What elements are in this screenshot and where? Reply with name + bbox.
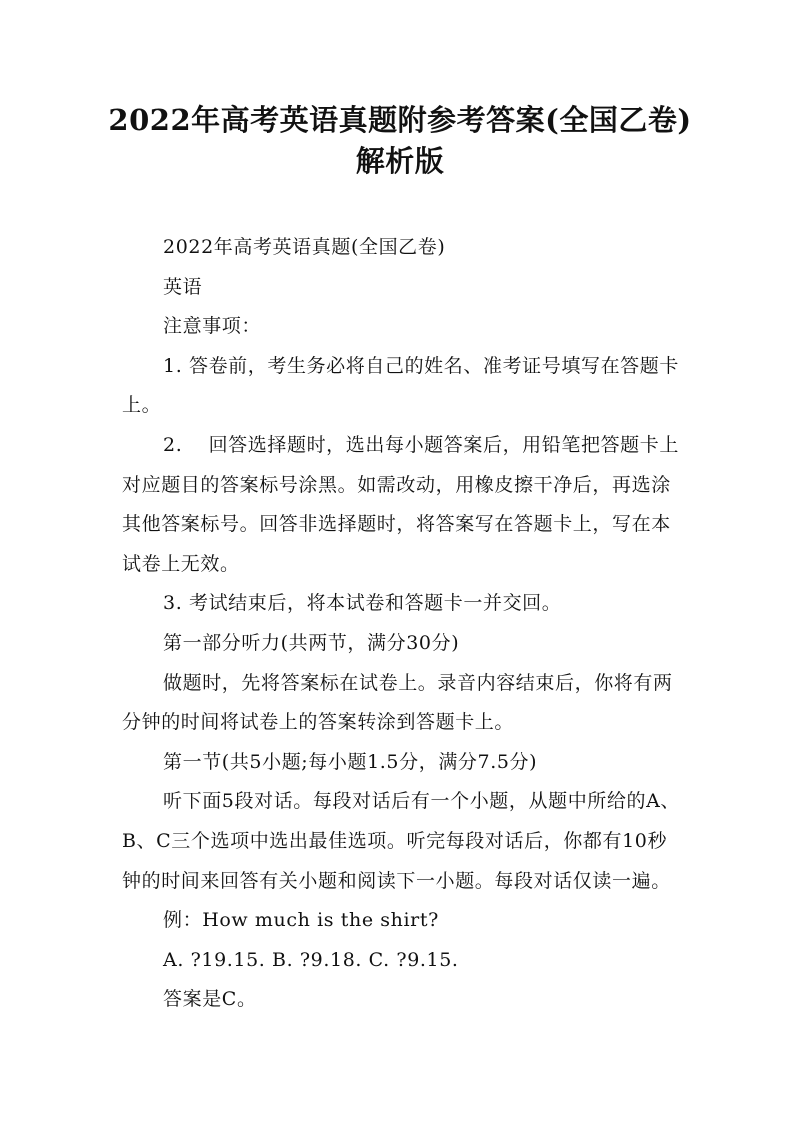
- document-subtitle: 解析版: [355, 144, 445, 178]
- notice-heading: 注意事项：: [163, 315, 262, 338]
- exam-heading: 2022年高考英语真题(全国乙卷): [163, 236, 446, 258]
- example-question: 例：How much is the shirt?: [163, 909, 439, 932]
- notice-item-3: 3. 考试结束后，将本试卷和答题卡一并交回。: [163, 592, 562, 615]
- subsection-instructions: 听下面5段对话。每段对话后有一个小题，从题中所给的A、B、C三个选项中选出最佳选项。听完每段对话后，你都有10秒钟的时间来回答有关小题和阅读下一小题。每段对话仅读一遍。: [122, 790, 681, 892]
- example-answer: 答案是C。: [163, 988, 257, 1011]
- subsection-heading-1: 第一节(共5小题;每小题1.5分，满分7.5分): [163, 750, 538, 773]
- section-heading-listening: 第一部分听力(共两节，满分30分): [163, 631, 460, 654]
- document-body: [122, 228, 682, 1020]
- subject-label: 英语: [163, 275, 203, 298]
- notice-item-2: 2. 回答选择题时，选出每小题答案后，用铅笔把答题卡上对应题目的答案标号涂黑。如需改动，用橡皮擦干净后，再选涂其他答案标号。回答非选择题时，将答案写在答题卡上，写在本试卷上无效。: [122, 433, 679, 575]
- notice-item-1: 1. 答卷前，考生务必将自己的姓名、准考证号填写在答题卡上。: [122, 354, 679, 417]
- listening-instructions: 做题时，先将答案标在试卷上。录音内容结束后，你将有两分钟的时间将试卷上的答案转涂到答题卡上。: [122, 671, 673, 734]
- example-options: A. ?19.15. B. ?9.18. C. ?9.15.: [163, 948, 459, 971]
- document-title: 2022年高考英语真题附参考答案(全国乙卷): [108, 103, 692, 137]
